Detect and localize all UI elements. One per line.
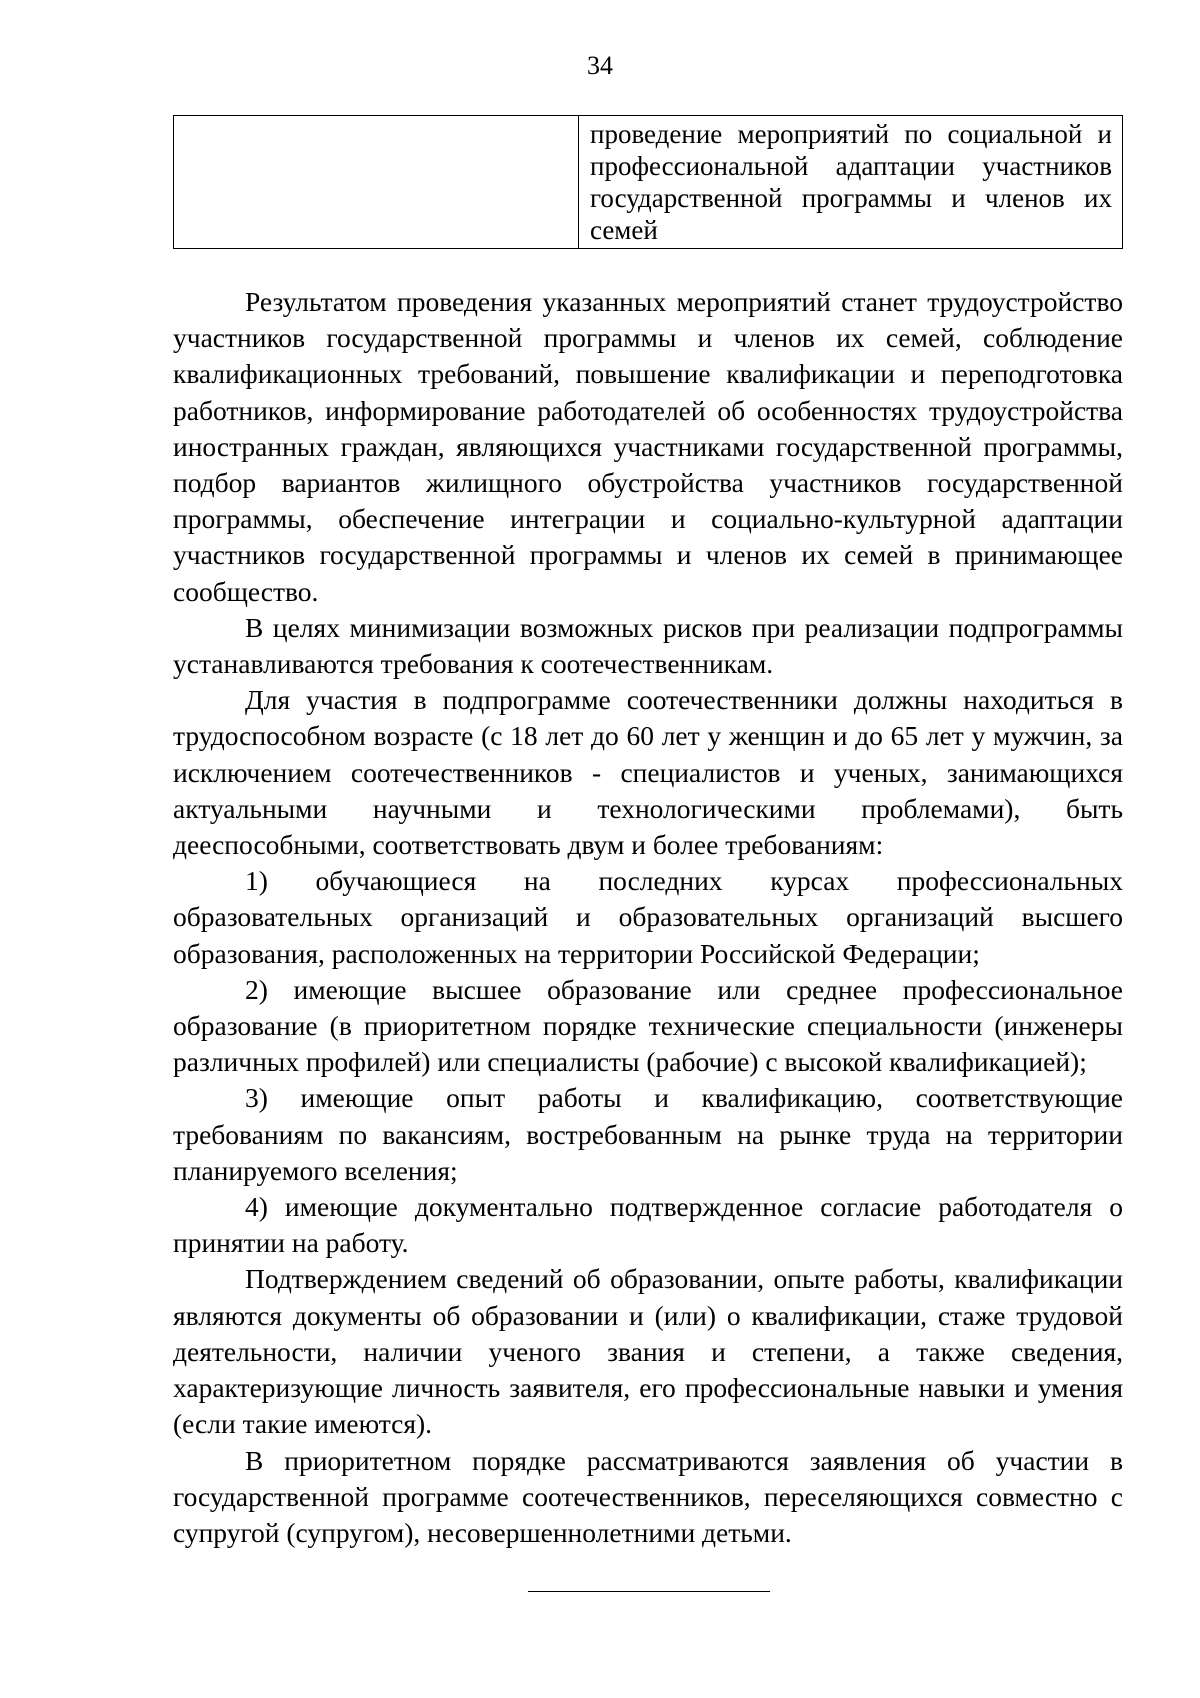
requirement-item-3: 3) имеющие опыт работы и квалификацию, соответствующие требованиям по вакансиям, востребованным на рынке труда на территории планируемого вселения; xyxy=(173,1082,1123,1186)
continuation-table xyxy=(173,115,1123,249)
paragraph-priority: В приоритетном порядке рассматриваются заявления об участии в государственной программе соотечественников, переселяющихся совместно с супругой (супругом), несовершеннолетними детьми. xyxy=(173,1444,1123,1548)
paragraph-confirmation: Подтверждением сведений об образовании, опыте работы, квалификации являются документы об образовании и (или) о квалификации, стаже трудовой деятельности, наличии ученого звания и степени, а также сведения, характеризующие личность заявителя, его профессиональные навыки и умения (если такие имеются). xyxy=(173,1263,1123,1440)
table-cell-left xyxy=(174,116,579,249)
page-number: 34 xyxy=(587,51,613,80)
requirement-item-4: 4) имеющие документально подтвержденное согласие работодателя о принятии на работу. xyxy=(173,1191,1123,1259)
table-cell-right: проведение мероприятий по социальной и профессиональной адаптации участников государственной программы и членов их семей xyxy=(579,116,1123,249)
closing-rule xyxy=(528,1591,770,1592)
table-row xyxy=(174,116,1123,249)
requirement-item-2: 2) имеющие высшее образование или среднее профессиональное образование (в приоритетном порядке технические специальности (инженеры различных профилей) или специалисты (рабочие) с высокой квалификацией); xyxy=(173,973,1123,1078)
paragraph-result: Результатом проведения указанных мероприятий станет трудоустройство участников государственной программы и членов их семей, соблюдение квалификационных требований, повышение квалификации и переподготовка работников, информирование работодателей об особенностях трудоустройства иностранных граждан, являющихся участниками государственной программы, подбор вариантов жилищного обустройства участников государственной программы, обеспечение интеграции и социально-культурной адаптации участников государственной программы и членов их семей в принимающее сообщество. xyxy=(173,286,1123,607)
paragraph-participation: Для участия в подпрограмме соотечественники должны находиться в трудоспособном возрасте (с 18 лет до 60 лет у женщин и до 65 лет у мужчин, за исключением соотечественников - специалистов и ученых, занимающихся актуальными научными и технологическими проблемами), быть дееспособными, соответствовать двум и более требованиям: xyxy=(173,684,1123,861)
paragraph-risks: В целях минимизации возможных рисков при реализации подпрограммы устанавливаются требования к соотечественникам. xyxy=(173,611,1123,680)
requirement-item-1: 1) обучающиеся на последних курсах профессиональных образовательных организаций и образовательных организаций высшего образования, расположенных на территории Российской Федерации; xyxy=(173,865,1123,969)
body-text xyxy=(173,284,1123,1551)
